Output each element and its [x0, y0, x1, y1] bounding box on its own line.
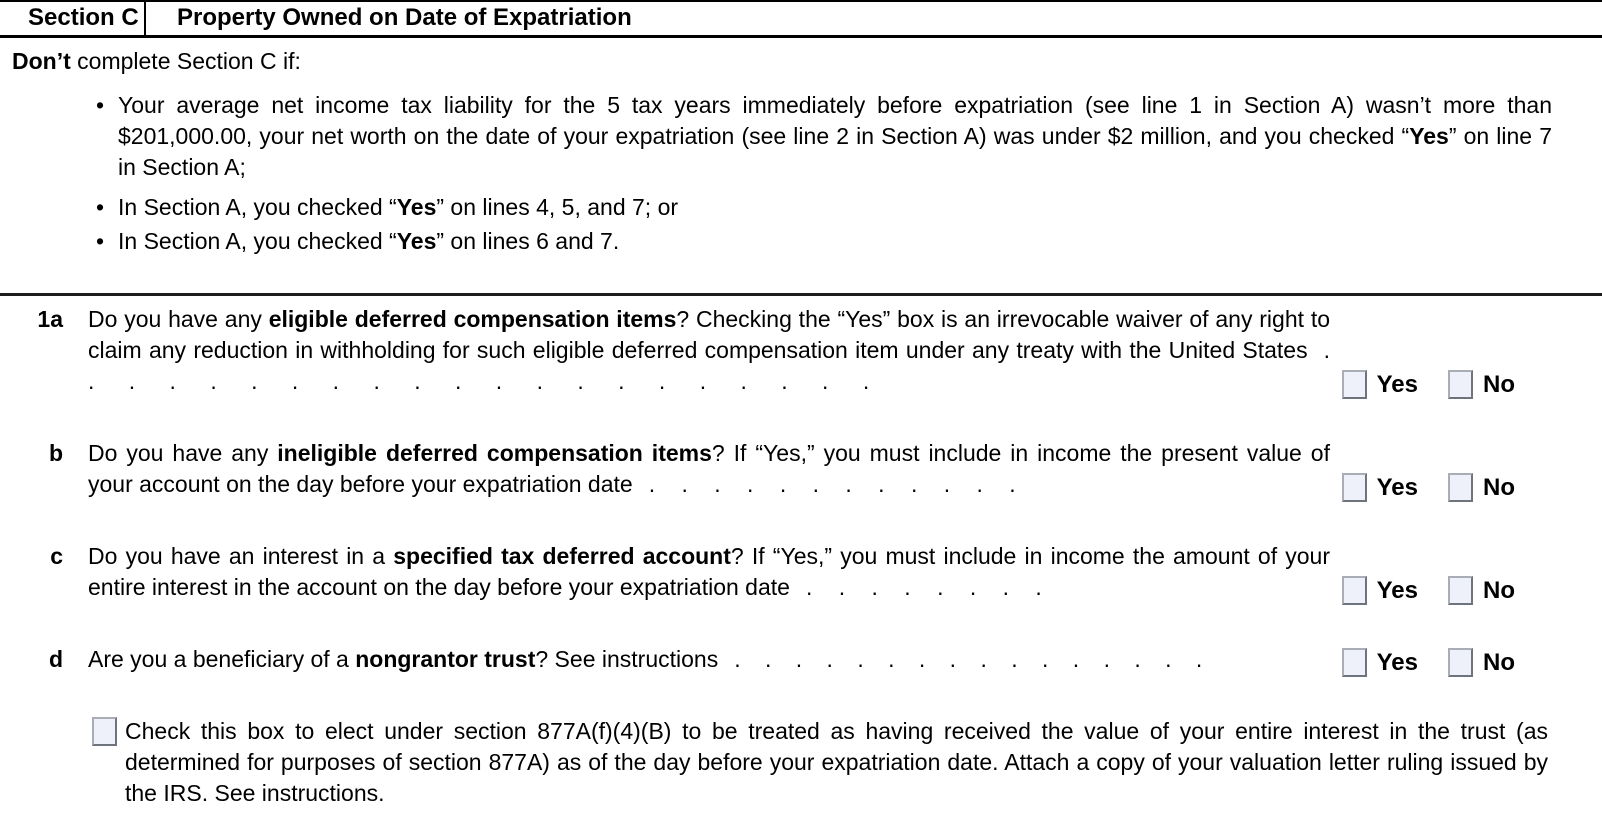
- answer-group: [1342, 472, 1515, 503]
- dot-leader: . . . . . . . . . . . . . . . . . . . . .: [88, 337, 1330, 394]
- bullet-icon: •: [96, 228, 105, 254]
- section-header: [0, 0, 1602, 38]
- question-text: Do you have any ineligible deferred compensation items? If “Yes,” you must include in income the present value of your account on the day before your expatriation date . . . . . . . . . . . .: [88, 440, 1330, 497]
- no-answer: [1448, 575, 1515, 606]
- section-label: Section C: [0, 2, 146, 35]
- question-text: Are you a beneficiary of a nongrantor trust? See instructions . . . . . . . . . . . . . . . .: [88, 646, 1203, 672]
- question-number: c: [50, 543, 63, 569]
- yes-label: Yes: [1376, 474, 1418, 501]
- question-number: 1a: [37, 306, 63, 332]
- yes-label: Yes: [1376, 577, 1418, 604]
- q1c-yes-checkbox[interactable]: [1342, 576, 1367, 605]
- trust-election-text: Check this box to elect under section 877A(f)(4)(B) to be treated as having received the value of your entire interest in the trust (as determined for purposes of section 877A) as of the day before your expatriation date. Attach a copy of your valuation letter ruling issued by the IRS. See instructions.: [125, 718, 1548, 806]
- question-list: [0, 304, 1602, 675]
- list-item: [96, 90, 1552, 183]
- question-1d: [0, 644, 1602, 675]
- bullet-text: In Section A, you checked “Yes” on lines 4, 5, and 7; or: [118, 194, 679, 220]
- list-item: [96, 226, 1552, 257]
- section-title: Property Owned on Date of Expatriation: [177, 4, 632, 31]
- trust-election: [92, 716, 1602, 809]
- answer-group: [1342, 647, 1515, 678]
- yes-answer: [1342, 575, 1418, 606]
- no-label: No: [1483, 649, 1515, 676]
- q1d-yes-checkbox[interactable]: [1342, 648, 1367, 677]
- dot-leader: . . . . . . . .: [805, 574, 1042, 600]
- bullet-icon: •: [96, 92, 105, 118]
- trust-election-checkbox[interactable]: [92, 717, 117, 746]
- yes-answer: [1342, 369, 1418, 400]
- section-divider: [0, 293, 1602, 296]
- exclusion-bullet-list: [96, 90, 1552, 257]
- question-1b: [0, 438, 1602, 500]
- bullet-text: In Section A, you checked “Yes” on lines 6 and 7.: [118, 228, 620, 254]
- no-label: No: [1483, 577, 1515, 604]
- q1c-no-checkbox[interactable]: [1448, 576, 1473, 605]
- yes-answer: [1342, 472, 1418, 503]
- q1a-no-checkbox[interactable]: [1448, 370, 1473, 399]
- answer-group: [1342, 575, 1515, 606]
- yes-label: Yes: [1376, 371, 1418, 398]
- question-text: Do you have any eligible deferred compensation items? Checking the “Yes” box is an irrevocable waiver of any right to claim any reduction in withholding for such eligible deferred compensation item under any treaty with the United States . . . . . . . . . . . . . . . . . . . . .: [88, 306, 1330, 394]
- answer-group: [1342, 369, 1515, 400]
- q1a-yes-checkbox[interactable]: [1342, 370, 1367, 399]
- yes-answer: [1342, 647, 1418, 678]
- question-text: Do you have an interest in a specified tax deferred account? If “Yes,” you must include in income the amount of your entire interest in the account on the day before your expatriation date . . . . . . . .: [88, 543, 1331, 600]
- no-answer: [1448, 472, 1515, 503]
- question-number: d: [48, 646, 63, 672]
- no-answer: [1448, 647, 1515, 678]
- q1b-yes-checkbox[interactable]: [1342, 473, 1367, 502]
- yes-label: Yes: [1376, 649, 1418, 676]
- bullet-icon: •: [96, 194, 105, 220]
- question-1c: [0, 541, 1602, 603]
- no-label: No: [1483, 474, 1515, 501]
- list-item: [96, 192, 1552, 223]
- dot-leader: . . . . . . . . . . . . . . . .: [734, 646, 1203, 672]
- q1d-no-checkbox[interactable]: [1448, 648, 1473, 677]
- q1b-no-checkbox[interactable]: [1448, 473, 1473, 502]
- no-answer: [1448, 369, 1515, 400]
- dot-leader: . . . . . . . . . . . .: [648, 471, 1016, 497]
- no-label: No: [1483, 371, 1515, 398]
- bullet-text: Your average net income tax liability for the 5 tax years immediately before expatriation (see line 1 in Section A) wasn’t more than $201,000.00, your net worth on the date of your expatriation (see line 2 in Section A) was under $2 million, and you checked “Yes” on line 7 in Section A;: [118, 92, 1552, 180]
- question-1a: [0, 304, 1602, 397]
- intro-lead: Don’t complete Section C if:: [12, 48, 301, 74]
- question-number: b: [48, 440, 63, 466]
